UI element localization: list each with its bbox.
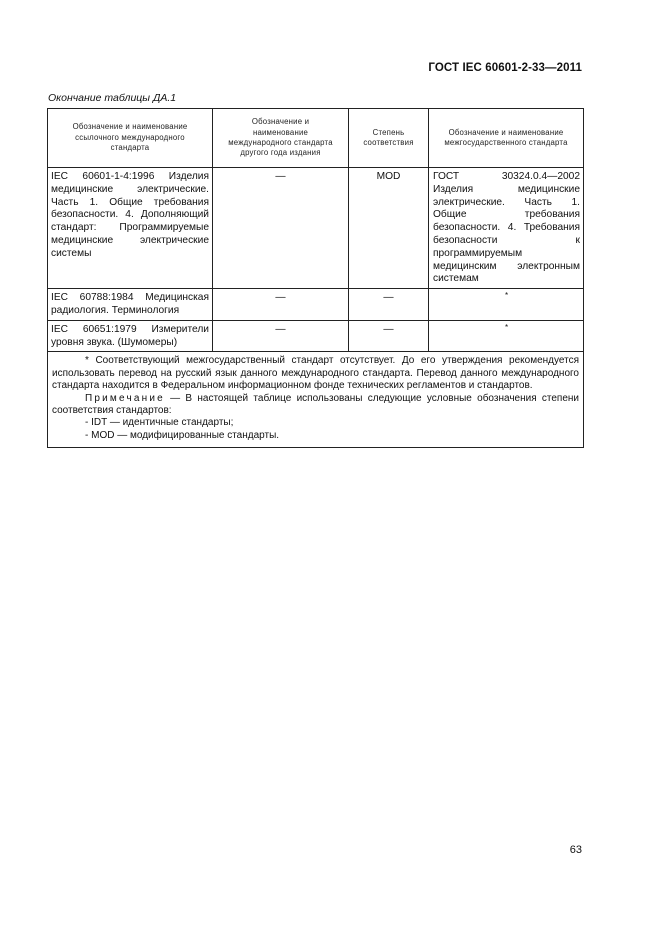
table-row [48, 289, 584, 321]
column-header-interstate-standard: Обозначение и наименование межгосударственного стандарта [429, 109, 584, 168]
cell-reference-standard: IEC 60601-1-4:1996 Изделия медицинские электрические. Часть 1. Общие требования безопасности. 4. Дополняющий стандарт: Программируемые медицинские электрические системы [48, 168, 213, 289]
table-row [48, 320, 584, 352]
list-item: - IDT — идентичные стандарты; [85, 417, 234, 429]
cell-interstate-standard: ГОСТ 30324.0.4—2002 Изделия медицинские электрические. Часть 1. Общие требования безопасности. 4. Требования безопасности к программируемым медицинским электронным системам [429, 168, 584, 289]
cell-other-year-standard: — [213, 289, 349, 321]
document-code: ГОСТ IEC 60601-2-33—2011 [428, 62, 582, 74]
page-number: 63 [569, 844, 582, 856]
table-header-row [48, 109, 584, 168]
list-item: - MOD — модифицированные стандарты. [85, 429, 280, 441]
table-caption: Окончание таблицы ДА.1 [48, 92, 177, 104]
column-header-degree: Степень соответствия [349, 109, 429, 168]
column-header-reference-standard: Обозначение и наименование ссылочного международного стандарта [48, 109, 213, 168]
cell-other-year-standard: — [213, 320, 349, 352]
cell-degree: — [349, 289, 429, 321]
note-paragraph [52, 393, 579, 418]
note-label: Примечание [85, 392, 165, 404]
column-header-other-year-standard: Обозначение и наименование международного стандарта другого года издания [213, 109, 349, 168]
cell-interstate-standard: * [429, 320, 584, 352]
cell-reference-standard: IEC 60788:1984 Медицинская радиология. Терминология [48, 289, 213, 321]
table-notes [48, 352, 584, 448]
cell-other-year-standard: — [213, 168, 349, 289]
cell-reference-standard: IEC 60651:1979 Измерители уровня звука. (Шумомеры) [48, 320, 213, 352]
cell-degree: MOD [349, 168, 429, 289]
table-notes-row [48, 352, 584, 448]
footnote-text: * Соответствующий межгосударственный стандарт отсутствует. До его утверждения рекомендуется использовать перевод на русский язык данного международного стандарта. Перевод данного международного стандарта находится в Федеральном информационном фонде технических регламентов и стандартов. [52, 355, 579, 392]
cell-degree: — [349, 320, 429, 352]
table-row [48, 168, 584, 289]
note-text: — В настоящей таблице использованы следующие условные обозначения степени соответствия стандартов: [52, 392, 579, 416]
cell-interstate-standard: * [429, 289, 584, 321]
standards-table [47, 108, 584, 448]
